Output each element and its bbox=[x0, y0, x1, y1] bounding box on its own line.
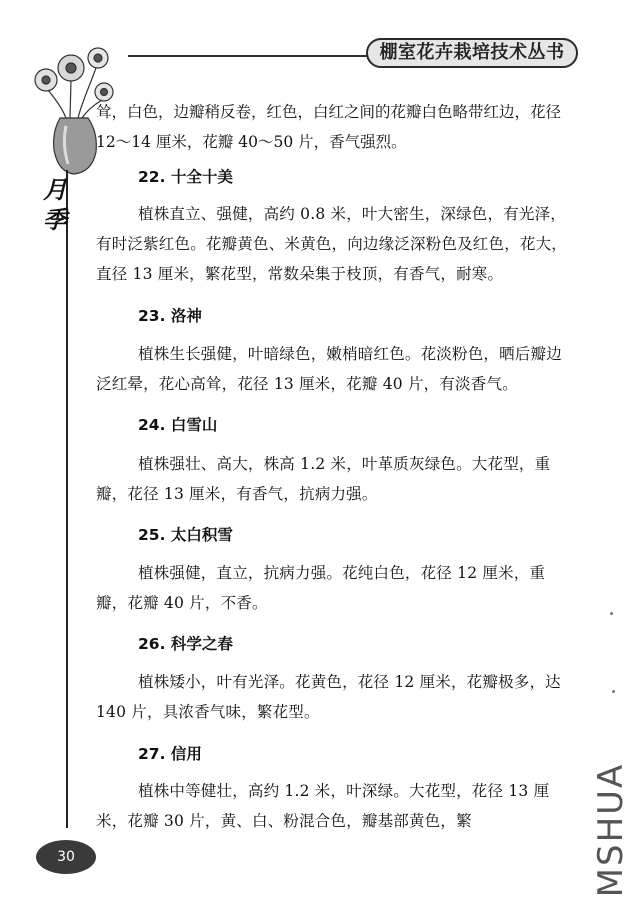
entry-title: 26. 科学之春 bbox=[138, 635, 233, 653]
continued-paragraph: 耸，白色，边瓣稍反卷，红色，白红之间的花瓣白色略带红边，花径 12～14 厘米，花瓣 40～50 片，香气强烈。 bbox=[96, 103, 562, 151]
entry-description: 植株矮小，叶有光泽。花黄色，花径 12 厘米，花瓣极多，达 140 片，具浓香气味，繁花型。 bbox=[96, 673, 561, 721]
scan-speck bbox=[612, 690, 615, 693]
entry-description: 植株强壮、高大，株高 1.2 米，叶革质灰绿色。大花型，重瓣，花径 13 厘米，有香气，抗病力强。 bbox=[96, 455, 551, 503]
entry-description: 植株生长强健，叶暗绿色，嫩梢暗红色。花淡粉色，晒后瓣边泛红晕，花心高耸，花径 13 厘米，花瓣 40 片，有淡香气。 bbox=[96, 345, 562, 393]
scan-speck bbox=[610, 612, 613, 615]
page-number: 30 bbox=[36, 840, 96, 874]
series-title: 棚室花卉栽培技术丛书 bbox=[366, 38, 578, 68]
entry-description: 植株中等健壮，高约 1.2 米，叶深绿。大花型，花径 13 厘米，花瓣 30 片，黄、白、粉混合色，瓣基部黄色，繁 bbox=[96, 782, 550, 830]
entry-title: 24. 白雪山 bbox=[138, 416, 218, 434]
entry-description: 植株强健，直立，抗病力强。花纯白色，花径 12 厘米，重瓣，花瓣 40 片，不香。 bbox=[96, 564, 546, 612]
entry-title: 27. 信用 bbox=[138, 745, 202, 763]
chapter-mark: 月季 bbox=[43, 175, 67, 234]
entry-title: 25. 太白积雪 bbox=[138, 526, 233, 544]
watermark: MSHUA bbox=[591, 762, 631, 898]
entry-title: 23. 洛神 bbox=[138, 307, 202, 325]
entry-title: 22. 十全十美 bbox=[138, 168, 233, 186]
entry-description: 植株直立、强健，高约 0.8 米，叶大密生，深绿色，有光泽，有时泛紫红色。花瓣黄色、米黄色，向边缘泛深粉色及红色，花大，直径 13 厘米，繁花型，常数朵集于枝顶，有香气，耐寒。 bbox=[96, 205, 568, 283]
